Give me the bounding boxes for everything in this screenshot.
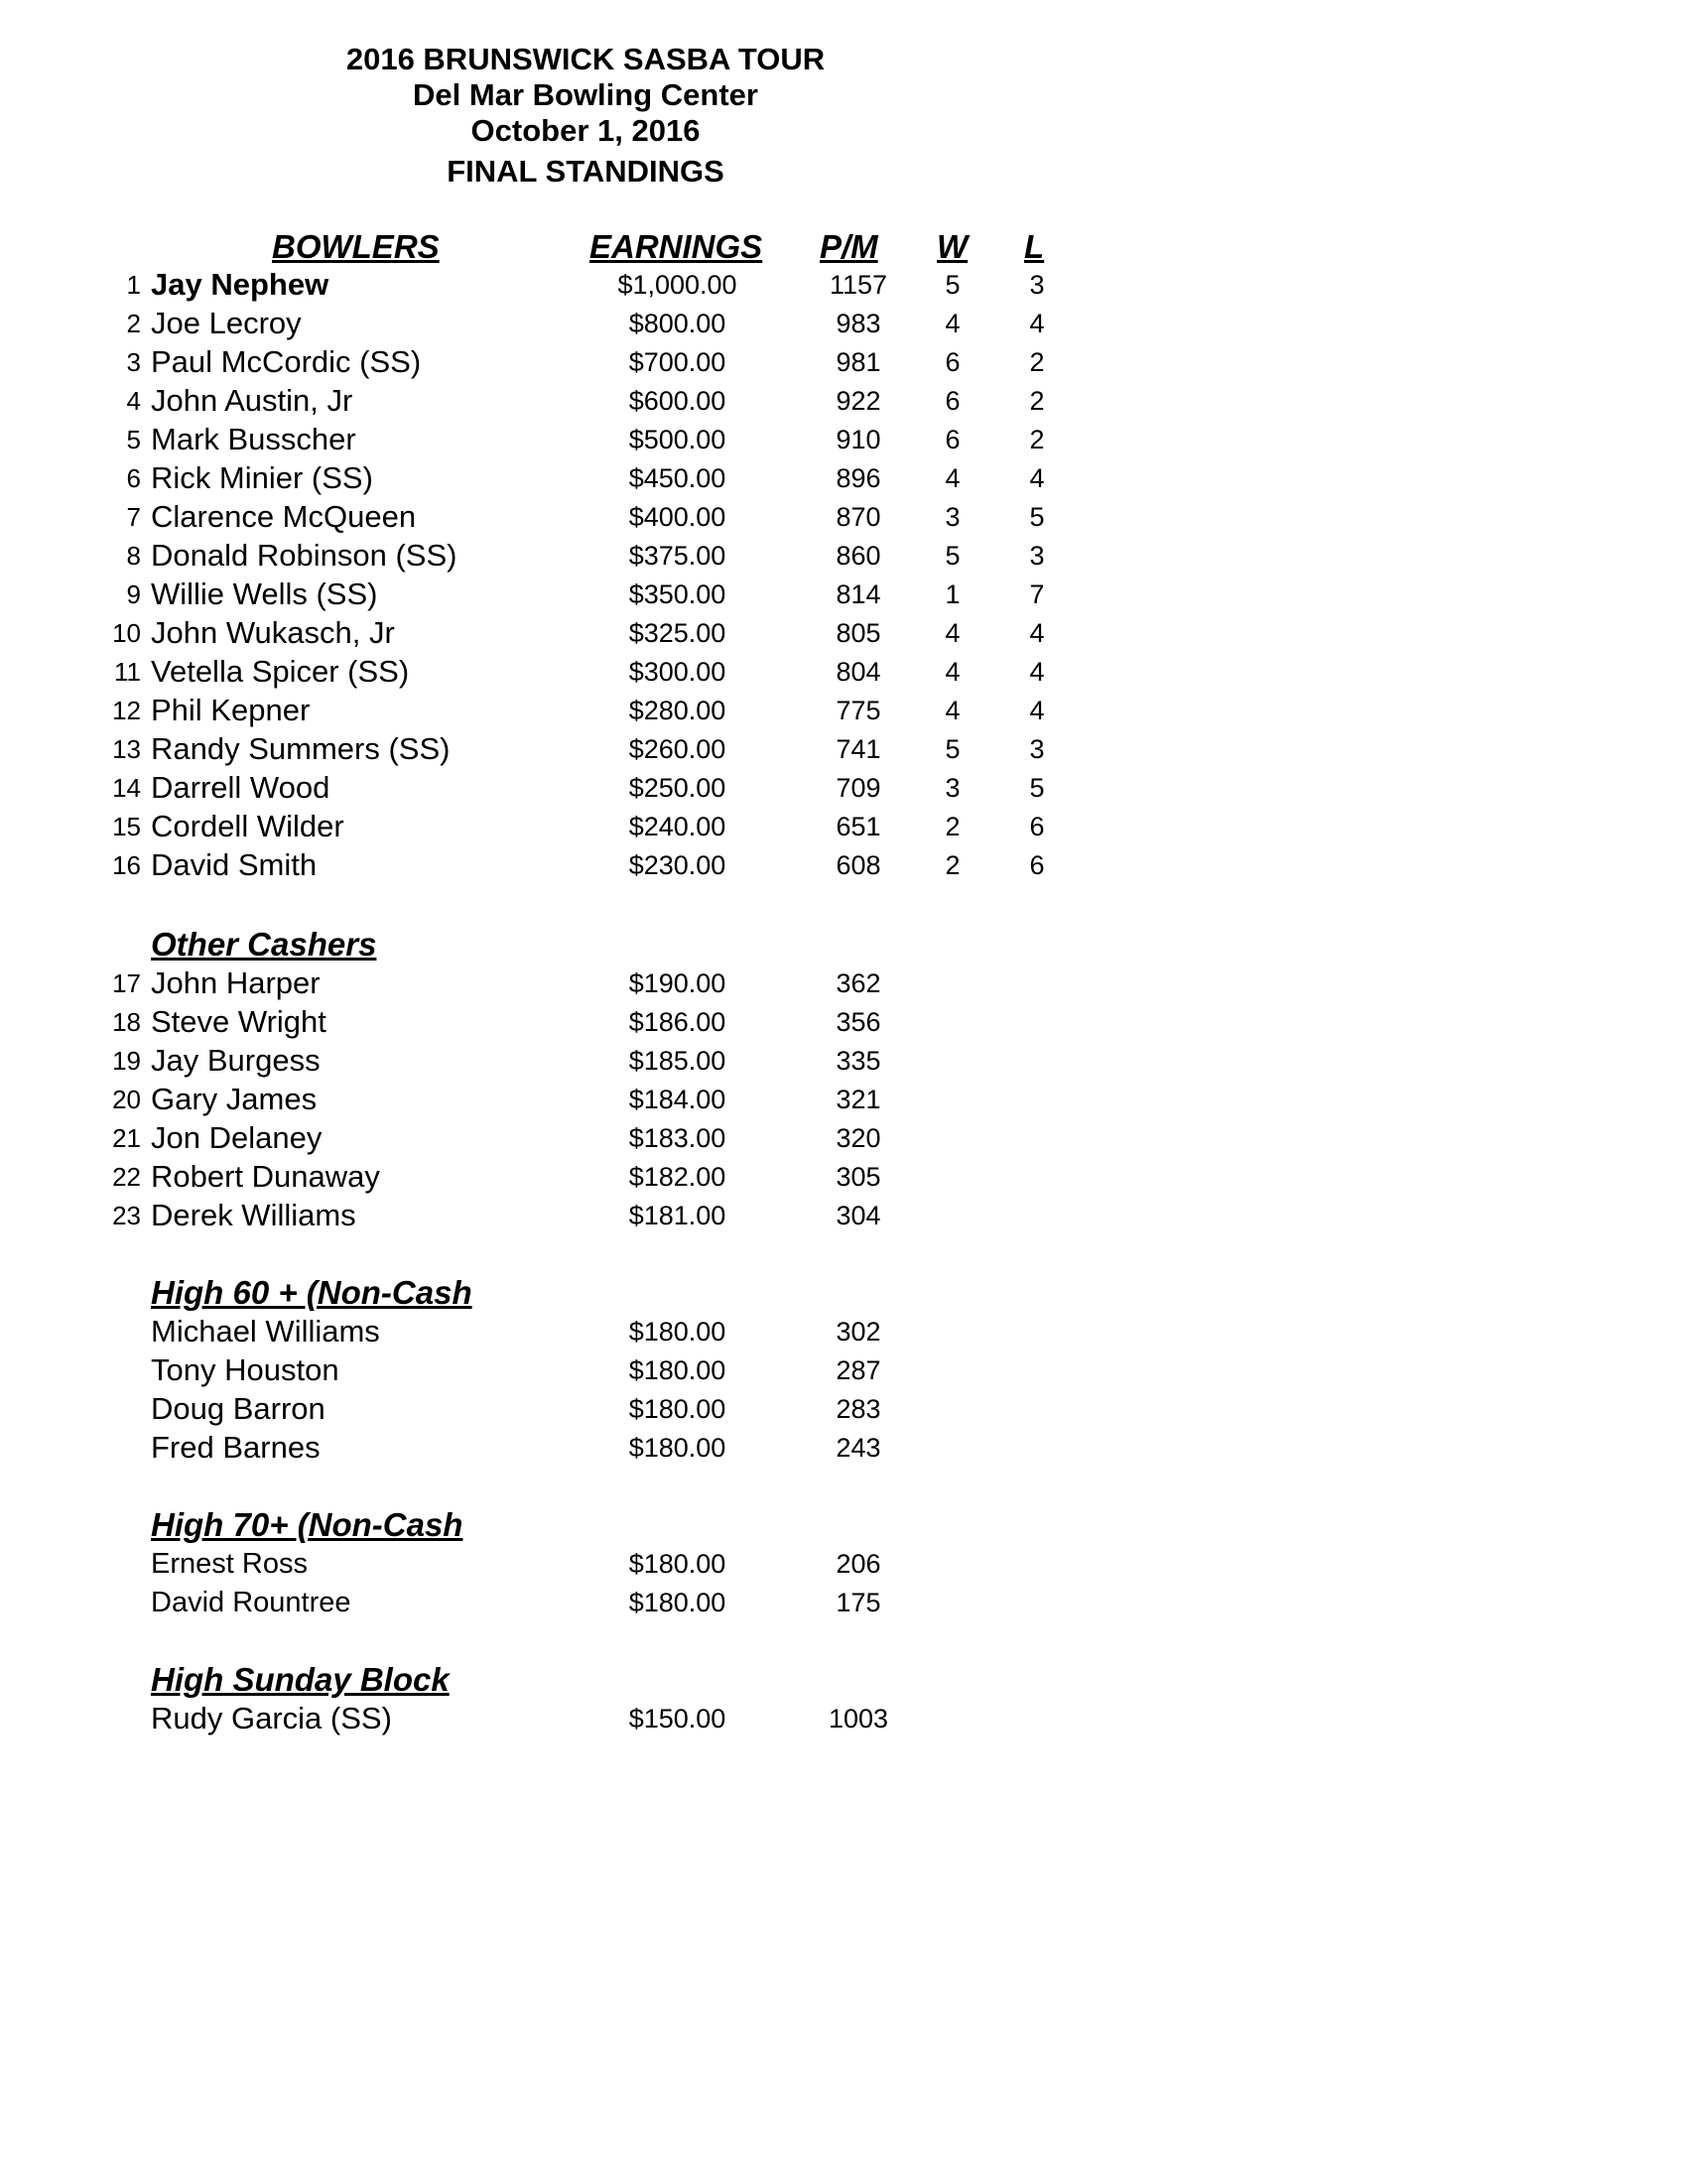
losses: 3	[1029, 270, 1045, 300]
wins: 3	[945, 773, 961, 803]
bowler-name: Michael Williams	[151, 1314, 380, 1349]
bowler-name: Steve Wright	[151, 1004, 326, 1039]
rank: 11	[114, 657, 141, 687]
pm-value: 741	[836, 734, 881, 764]
earnings: $180.00	[628, 1549, 726, 1579]
earnings: $180.00	[628, 1394, 726, 1424]
earnings: $375.00	[628, 541, 726, 571]
standings-row	[0, 382, 1092, 420]
standings-row	[0, 576, 1092, 613]
earnings: $183.00	[628, 1123, 726, 1153]
rank: 10	[112, 618, 141, 648]
bowler-name: Willie Wells (SS)	[151, 577, 378, 611]
earnings: $250.00	[628, 773, 726, 803]
earnings: $700.00	[628, 347, 726, 377]
standings-row	[0, 459, 1092, 497]
pm-value: 981	[836, 347, 881, 377]
earnings: $180.00	[628, 1355, 726, 1385]
bowler-name: Donald Robinson (SS)	[151, 538, 457, 573]
bowler-name: Doug Barron	[151, 1391, 325, 1426]
standings-row	[0, 808, 1092, 845]
rank: 18	[112, 1007, 141, 1037]
earnings: $1,000.00	[617, 270, 737, 300]
losses: 4	[1029, 463, 1045, 493]
rank: 6	[126, 463, 141, 493]
rank: 16	[112, 850, 141, 880]
bowler-name: David Smith	[151, 847, 318, 882]
high60-row	[0, 1351, 1092, 1389]
losses: 3	[1029, 734, 1045, 764]
standings-row	[0, 266, 1092, 304]
bowler-name: John Harper	[151, 965, 321, 1000]
high60-row	[0, 1429, 1092, 1467]
earnings: $350.00	[628, 579, 726, 609]
pm-value: 860	[836, 541, 881, 571]
pm-value: 651	[836, 812, 881, 841]
bowler-name: Randy Summers (SS)	[151, 731, 451, 766]
losses: 7	[1029, 579, 1045, 609]
wins: 4	[945, 309, 961, 338]
earnings: $450.00	[628, 463, 726, 493]
losses: 5	[1029, 502, 1045, 532]
standings-row	[0, 846, 1092, 884]
casher-row	[0, 1158, 1092, 1196]
section-heading-sunday: High Sunday Block	[151, 1661, 450, 1698]
rank: 21	[112, 1123, 141, 1153]
pm-value: 983	[836, 309, 881, 338]
pm-value: 206	[836, 1549, 881, 1579]
earnings: $300.00	[628, 657, 726, 687]
earnings: $500.00	[628, 425, 726, 454]
rank: 22	[112, 1162, 141, 1192]
bowler-name: Derek Williams	[151, 1198, 356, 1232]
section-heading-other-cashers: Other Cashers	[151, 926, 377, 963]
losses: 4	[1029, 618, 1045, 648]
standings-row	[0, 421, 1092, 458]
col-header-pm: P/M	[820, 228, 878, 265]
wins: 3	[945, 502, 961, 532]
bowler-name: Jay Burgess	[151, 1043, 321, 1078]
earnings: $180.00	[628, 1588, 726, 1617]
rank: 7	[126, 502, 141, 532]
earnings: $230.00	[628, 850, 726, 880]
bowler-name: Robert Dunaway	[151, 1159, 380, 1194]
col-header-earnings: EARNINGS	[589, 228, 763, 265]
wins: 4	[945, 618, 961, 648]
high60-row	[0, 1313, 1092, 1350]
pm-value: 283	[836, 1394, 881, 1424]
rank: 9	[126, 579, 141, 609]
rank: 15	[112, 812, 141, 841]
pm-value: 814	[836, 579, 881, 609]
earnings: $180.00	[628, 1433, 726, 1463]
pm-value: 356	[836, 1007, 881, 1037]
pm-value: 804	[836, 657, 881, 687]
pm-value: 1157	[829, 270, 888, 300]
title-line-2: Del Mar Bowling Center	[413, 77, 758, 112]
bowler-name: Joe Lecroy	[151, 306, 302, 340]
pm-value: 896	[836, 463, 881, 493]
section-heading-high70: High 70+ (Non-Cash	[151, 1506, 463, 1543]
col-header-bowlers: BOWLERS	[272, 228, 440, 265]
pm-value: 302	[836, 1317, 881, 1347]
pm-value: 287	[836, 1355, 881, 1385]
casher-row	[0, 1197, 1092, 1234]
pm-value: 1003	[828, 1704, 889, 1734]
earnings: $185.00	[628, 1046, 726, 1076]
losses: 6	[1029, 812, 1045, 841]
bowler-name: Paul McCordic (SS)	[151, 344, 422, 379]
bowler-name: Darrell Wood	[151, 770, 330, 805]
earnings: $180.00	[628, 1317, 726, 1347]
col-header-l: L	[1024, 228, 1045, 265]
earnings: $600.00	[628, 386, 726, 416]
standings-row	[0, 730, 1092, 768]
earnings: $182.00	[628, 1162, 726, 1192]
pm-value: 805	[836, 618, 881, 648]
wins: 5	[945, 270, 961, 300]
pm-value: 775	[836, 696, 881, 725]
rank: 19	[112, 1046, 141, 1076]
standings-row	[0, 305, 1092, 342]
title-line-3: October 1, 2016	[470, 113, 701, 148]
standings-row	[0, 343, 1092, 381]
rank: 17	[112, 968, 141, 998]
bowler-name: John Austin, Jr	[151, 383, 353, 418]
pm-value: 709	[836, 773, 881, 803]
bowler-name: David Rountree	[151, 1587, 351, 1618]
bowler-name: Clarence McQueen	[151, 499, 417, 534]
standings-row	[0, 614, 1092, 652]
bowler-name: Ernest Ross	[151, 1548, 308, 1580]
rank: 2	[126, 309, 141, 338]
pm-value: 362	[836, 968, 881, 998]
earnings: $260.00	[628, 734, 726, 764]
bowler-name: Rick Minier (SS)	[151, 460, 373, 495]
casher-row	[0, 1003, 1092, 1041]
rank: 1	[126, 270, 141, 300]
casher-row	[0, 964, 1092, 1002]
bowler-name: Tony Houston	[151, 1352, 339, 1387]
earnings: $150.00	[628, 1704, 726, 1734]
casher-row	[0, 1081, 1092, 1118]
bowler-name: Jay Nephew	[151, 267, 329, 302]
losses: 6	[1029, 850, 1045, 880]
standings-row	[0, 769, 1092, 807]
standings-row	[0, 653, 1092, 691]
wins: 4	[945, 696, 961, 725]
col-header-w: W	[937, 228, 969, 265]
wins: 6	[945, 425, 961, 454]
earnings: $181.00	[628, 1201, 726, 1230]
losses: 3	[1029, 541, 1045, 571]
standings-row	[0, 498, 1092, 536]
wins: 2	[945, 850, 961, 880]
pm-value: 175	[836, 1588, 881, 1617]
earnings: $240.00	[628, 812, 726, 841]
rank: 4	[126, 386, 141, 416]
losses: 2	[1029, 425, 1045, 454]
pm-value: 243	[836, 1433, 881, 1463]
earnings: $280.00	[628, 696, 726, 725]
bowler-name: Phil Kepner	[151, 693, 311, 727]
wins: 6	[945, 347, 961, 377]
title-line-1: 2016 BRUNSWICK SASBA TOUR	[345, 42, 826, 76]
bowler-name: Rudy Garcia (SS)	[151, 1701, 392, 1735]
title-line-4: FINAL STANDINGS	[447, 154, 724, 189]
pm-value: 335	[836, 1046, 881, 1076]
rank: 3	[126, 347, 141, 377]
rank: 5	[126, 425, 141, 454]
rank: 8	[126, 541, 141, 571]
bowler-name: Mark Busscher	[151, 422, 356, 456]
section-heading-high60: High 60 + (Non-Cash	[151, 1274, 472, 1311]
losses: 4	[1029, 657, 1045, 687]
losses: 2	[1029, 347, 1045, 377]
pm-value: 321	[836, 1085, 881, 1114]
high60-row	[0, 1390, 1092, 1428]
losses: 4	[1029, 309, 1045, 338]
rank: 12	[112, 696, 141, 725]
standings-row	[0, 692, 1092, 729]
rank: 23	[112, 1201, 141, 1230]
wins: 5	[945, 734, 961, 764]
pm-value: 608	[836, 850, 881, 880]
bowler-name: Fred Barnes	[151, 1430, 321, 1465]
bowler-name: Vetella Spicer (SS)	[151, 654, 410, 689]
sunday-row	[0, 1700, 1092, 1737]
bowler-name: John Wukasch, Jr	[151, 615, 395, 650]
bowler-name: Gary James	[151, 1082, 318, 1116]
losses: 4	[1029, 696, 1045, 725]
losses: 2	[1029, 386, 1045, 416]
high70-row	[0, 1545, 1092, 1583]
wins: 2	[945, 812, 961, 841]
casher-row	[0, 1119, 1092, 1157]
earnings: $184.00	[628, 1085, 726, 1114]
bowler-name: Cordell Wilder	[151, 809, 344, 843]
rank: 20	[112, 1085, 141, 1114]
pm-value: 305	[836, 1162, 881, 1192]
losses: 5	[1029, 773, 1045, 803]
rank: 13	[112, 734, 141, 764]
rank: 14	[112, 773, 141, 803]
wins: 5	[945, 541, 961, 571]
earnings: $190.00	[628, 968, 726, 998]
wins: 6	[945, 386, 961, 416]
pm-value: 304	[836, 1201, 881, 1230]
bowler-name: Jon Delaney	[151, 1120, 323, 1155]
earnings: $325.00	[628, 618, 726, 648]
wins: 4	[945, 657, 961, 687]
casher-row	[0, 1042, 1092, 1080]
wins: 1	[945, 579, 961, 609]
earnings: $400.00	[628, 502, 726, 532]
standings-row	[0, 537, 1092, 575]
wins: 4	[945, 463, 961, 493]
pm-value: 320	[836, 1123, 881, 1153]
pm-value: 870	[836, 502, 881, 532]
earnings: $800.00	[628, 309, 726, 338]
earnings: $186.00	[628, 1007, 726, 1037]
high70-row	[0, 1584, 1092, 1621]
pm-value: 910	[836, 425, 881, 454]
pm-value: 922	[836, 386, 881, 416]
